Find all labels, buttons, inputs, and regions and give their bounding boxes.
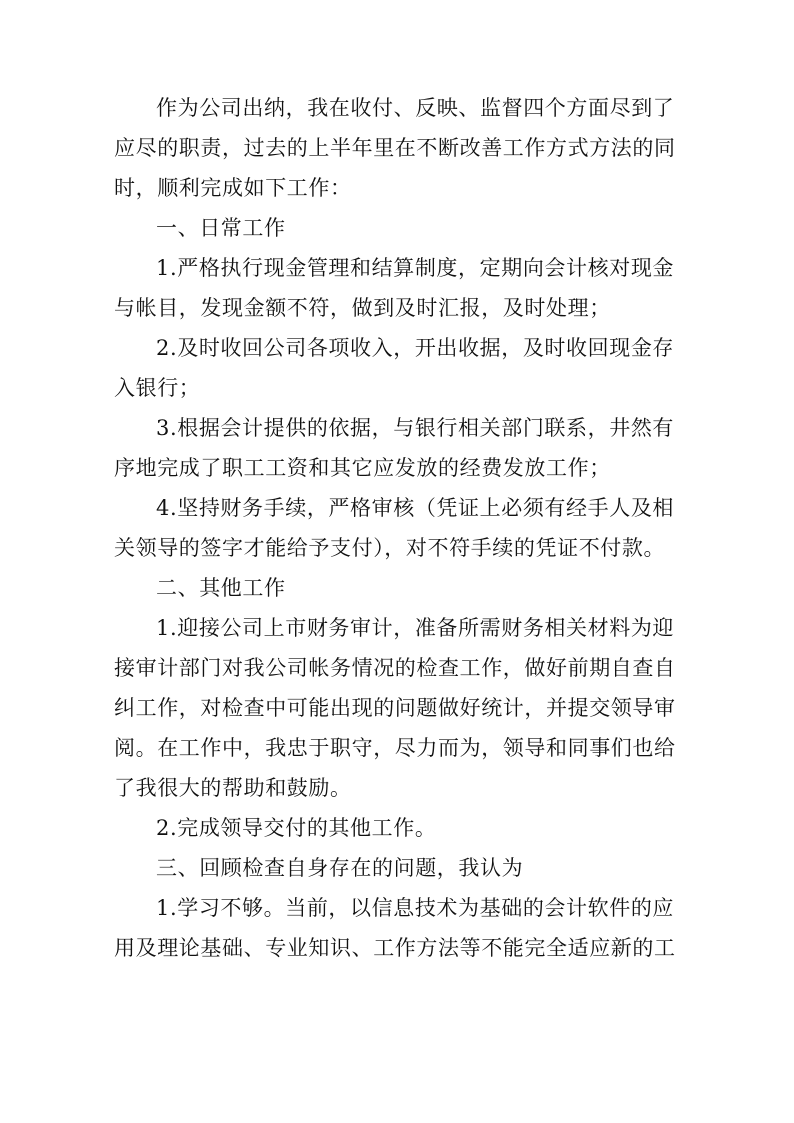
text-line: 入银行； xyxy=(114,376,201,400)
text-line: 纠工作，对检查中可能出现的问题做好统计，并提交领导审 xyxy=(114,696,676,720)
text-line: 应尽的职责，过去的上半年里在不断改善工作方式方法的同 xyxy=(114,136,676,160)
text-line: 时，顺利完成如下工作： xyxy=(114,176,352,200)
text-line: 关领导的签字才能给予支付），对不符手续的凭证不付款。 xyxy=(114,536,666,560)
text-line: 阅。在工作中，我忠于职守，尽力而为，领导和同事们也给 xyxy=(114,736,676,760)
review-item-1 xyxy=(114,888,680,968)
daily-item-1 xyxy=(114,248,680,328)
section-heading-daily-work xyxy=(114,208,680,248)
intro-paragraph xyxy=(114,88,680,208)
other-item-1 xyxy=(114,608,680,808)
text-line: 1.迎接公司上市财务审计，准备所需财务相关材料为迎 xyxy=(156,616,675,640)
text-line: 2.及时收回公司各项收入，开出收据，及时收回现金存 xyxy=(156,336,675,360)
section-heading: 三、回顾检查自身存在的问题，我认为 xyxy=(156,856,524,880)
text-line: 4.坚持财务手续，严格审核（凭证上必须有经手人及相 xyxy=(156,496,675,520)
text-line: 与帐目，发现金额不符，做到及时汇报，及时处理； xyxy=(114,296,611,320)
text-line: 2.完成领导交付的其他工作。 xyxy=(156,816,437,840)
section-heading-review xyxy=(114,848,680,888)
text-line: 作为公司出纳，我在收付、反映、监督四个方面尽到了 xyxy=(156,96,675,120)
text-line: 1.学习不够。当前，以信息技术为基础的会计软件的应 xyxy=(156,896,675,920)
document-body xyxy=(114,88,680,968)
text-line: 了我很大的帮助和鼓励。 xyxy=(114,776,352,800)
section-heading: 一、日常工作 xyxy=(156,216,286,240)
section-heading-other-work xyxy=(114,568,680,608)
daily-item-3 xyxy=(114,408,680,488)
other-item-2 xyxy=(114,808,680,848)
text-line: 接审计部门对我公司帐务情况的检查工作，做好前期自查自 xyxy=(114,656,676,680)
text-line: 1.严格执行现金管理和结算制度，定期向会计核对现金 xyxy=(156,256,675,280)
daily-item-4 xyxy=(114,488,680,568)
text-line: 3.根据会计提供的依据，与银行相关部门联系，井然有 xyxy=(156,416,675,440)
text-line: 用及理论基础、专业知识、工作方法等不能完全适应新的工 xyxy=(114,936,676,960)
section-heading: 二、其他工作 xyxy=(156,576,286,600)
text-line: 序地完成了职工工资和其它应发放的经费发放工作； xyxy=(114,456,611,480)
daily-item-2 xyxy=(114,328,680,408)
